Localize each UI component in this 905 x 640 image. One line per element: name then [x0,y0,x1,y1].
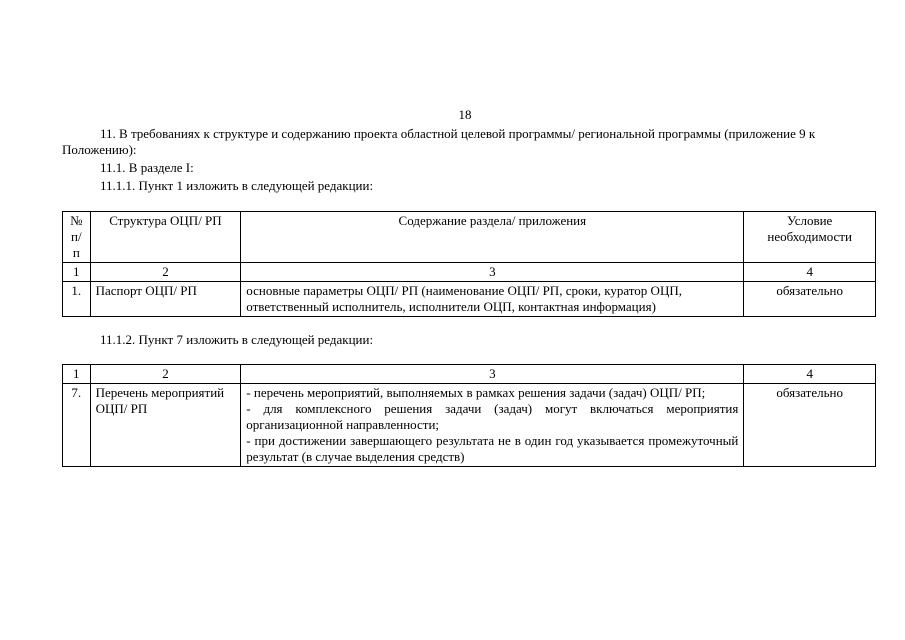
table-point-1 [62,211,876,317]
row-number: 1. [63,282,91,317]
row-structure: Перечень мероприятий ОЦП/ РП [90,384,241,467]
paragraph-11-1-2: 11.1.2. Пункт 7 изложить в следующей редакции: [100,332,374,347]
paragraph-11-1-1: 11.1.1. Пункт 1 изложить в следующей редакции: [100,178,374,193]
column-number: 2 [90,365,241,384]
header-number: № п/п [63,212,91,263]
row-content [241,384,744,467]
table-row [63,282,876,317]
row-condition: обязательно [744,282,876,317]
content-item: - для комплексного решения задачи (задач) могут включаться мероприятия организационной направленности; [246,401,739,432]
header-condition: Условие необходимости [744,212,876,263]
column-number: 2 [90,263,241,282]
row-structure: Паспорт ОЦП/ РП [90,282,241,317]
header-structure: Структура ОЦП/ РП [90,212,241,263]
column-number: 1 [63,263,91,282]
column-numbers-row [63,365,876,384]
table-point-7 [62,364,876,467]
column-number: 4 [744,365,876,384]
content-item: - перечень мероприятий, выполняемых в рамках решения задачи (задач) ОЦП/ РП; [246,385,706,400]
page-number: 18 [458,107,472,122]
paragraph-11-1: 11.1. В разделе I: [100,160,194,175]
column-number: 3 [241,263,744,282]
table-header-row [63,212,876,263]
column-numbers-row [63,263,876,282]
column-number: 4 [744,263,876,282]
column-number: 3 [241,365,744,384]
content-item: - при достижении завершающего результата не в один год указывается промежуточный результат (в случае выделения средств) [246,433,739,464]
row-content: основные параметры ОЦП/ РП (наименование ОЦП/ РП, сроки, куратор ОЦП, ответственный исполнитель, исполнители ОЦП, контактная информация) [241,282,744,317]
row-condition: обязательно [744,384,876,467]
paragraph-11: 11. В требованиях к структуре и содержанию проекта областной целевой программы/ региональной программы (приложение 9 к Положению): [62,126,816,157]
column-number: 1 [63,365,91,384]
row-number: 7. [63,384,91,467]
table-row [63,384,876,467]
header-content: Содержание раздела/ приложения [241,212,744,263]
